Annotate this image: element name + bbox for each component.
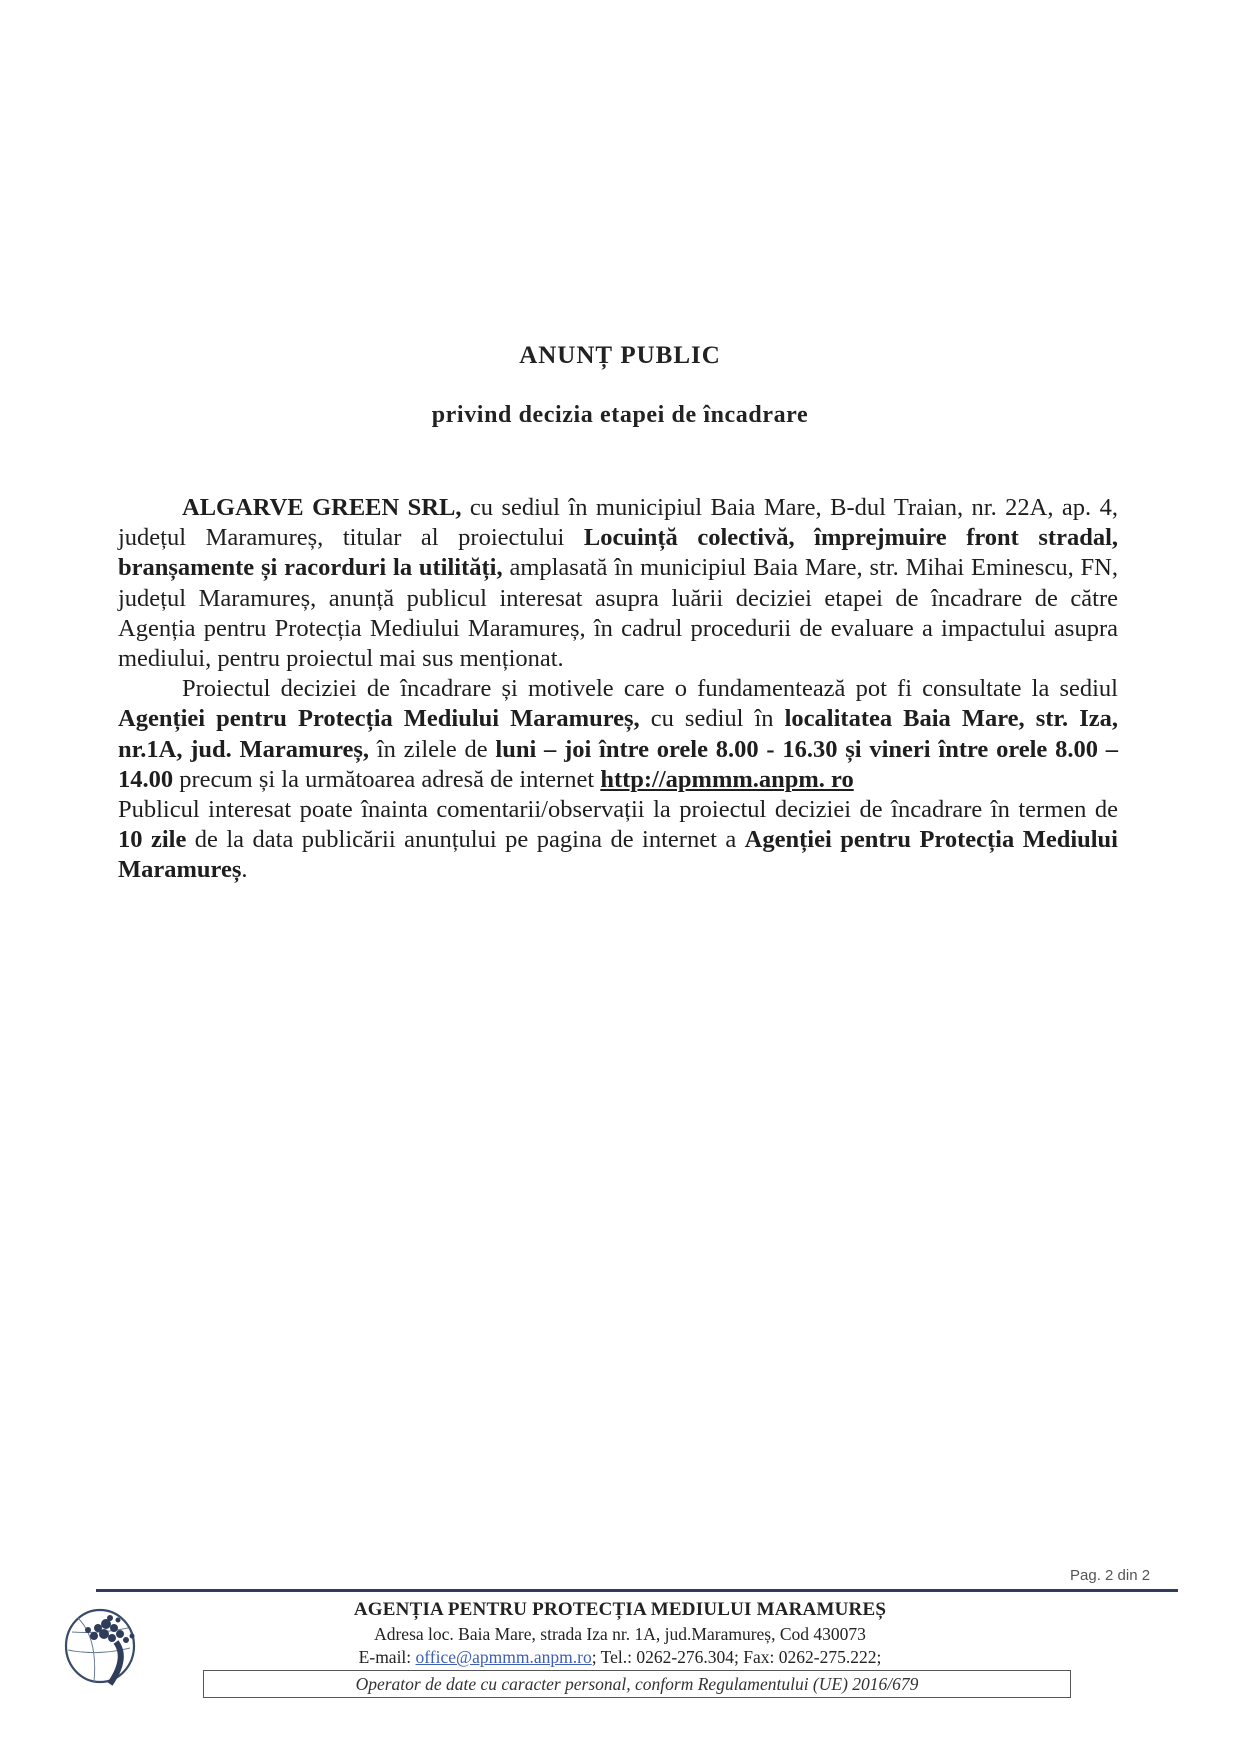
data-operator-notice: Operator de date cu caracter personal, conform Regulamentului (UE) 2016/679 xyxy=(203,1670,1071,1698)
company-name: ALGARVE GREEN SRL, xyxy=(182,494,462,521)
footer-divider xyxy=(96,1589,1178,1592)
page-subtitle: privind decizia etapei de încadrare xyxy=(431,402,809,428)
agency-name-2: Agenției pentru Protecția Mediului Maramureș xyxy=(118,826,1118,884)
footer-contact: E-mail: office@apmmm.anpm.ro; Tel.: 0262-276.304; Fax: 0262-275.222; xyxy=(358,1647,882,1667)
paragraph-consultation: Proiectul deciziei de încadrare și motivele care o fundamentează pot fi consultate la sediul Agenției pentru Protecția Mediului Maramureș, cu sediul în localitatea Baia Mare, str. Iza, nr.1A, jud. Maramureș, în zilele de luni – joi între orele 8.00 - 16.30 și vineri între orele 8.00 – 14.00 precum și la următoarea adresă de internet http://apmmm.anpm. ro xyxy=(118,675,1118,793)
website-link[interactable]: http://apmmm.anpm. ro xyxy=(600,765,854,793)
footer-agency-name: AGENȚIA PENTRU PROTECȚIA MEDIULUI MARAMUREȘ xyxy=(353,1599,887,1620)
footer-address: Adresa loc. Baia Mare, strada Iza nr. 1A, jud.Maramureș, Cod 430073 xyxy=(374,1624,866,1644)
paragraph-titular: ALGARVE GREEN SRL, cu sediul în municipiul Baia Mare, B-dul Traian, nr. 22A, ap. 4, județul Maramureș, titular al proiectului Locuință colectivă, împrejmuire front stradal, branșamente și racorduri la utilități, amplasată în municipiul Baia Mare, str. Mihai Eminescu, FN, județul Maramureș, anunță publicul interesat asupra luării deciziei etapei de încadrare de către Agenția pentru Protecția Mediului Maramureș, în cadrul procedurii de evaluare a impactului asupra mediului, pentru proiectul mai sus menționat. xyxy=(118,494,1119,673)
email-link[interactable]: office@apmmm.anpm.ro xyxy=(415,1647,592,1667)
announcement-body xyxy=(118,493,1118,886)
project-name: Locuință colectivă, împrejmuire front stradal, branșamente și racorduri la utilități, xyxy=(118,524,1119,582)
comment-period: 10 zile xyxy=(118,826,187,854)
paragraph-comments: Publicul interesat poate înainta comentarii/observații la proiectul deciziei de încadrare în termen de 10 zile de la data publicării anunțului pe pagina de internet a Agenției pentru Protecția Mediului Maramureș. xyxy=(118,796,1118,884)
page-title: ANUNȚ PUBLIC xyxy=(519,342,721,369)
page-number: Pag. 2 din 2 xyxy=(1070,1567,1151,1584)
opening-hours: luni – joi între orele 8.00 - 16.30 și vineri între orele 8.00 – 14.00 xyxy=(118,735,1118,793)
agency-name: Agenției pentru Protecția Mediului Maramureș, xyxy=(118,705,640,733)
agency-location: localitatea Baia Mare, str. Iza, nr.1A, jud. Maramureș, xyxy=(118,705,1118,763)
